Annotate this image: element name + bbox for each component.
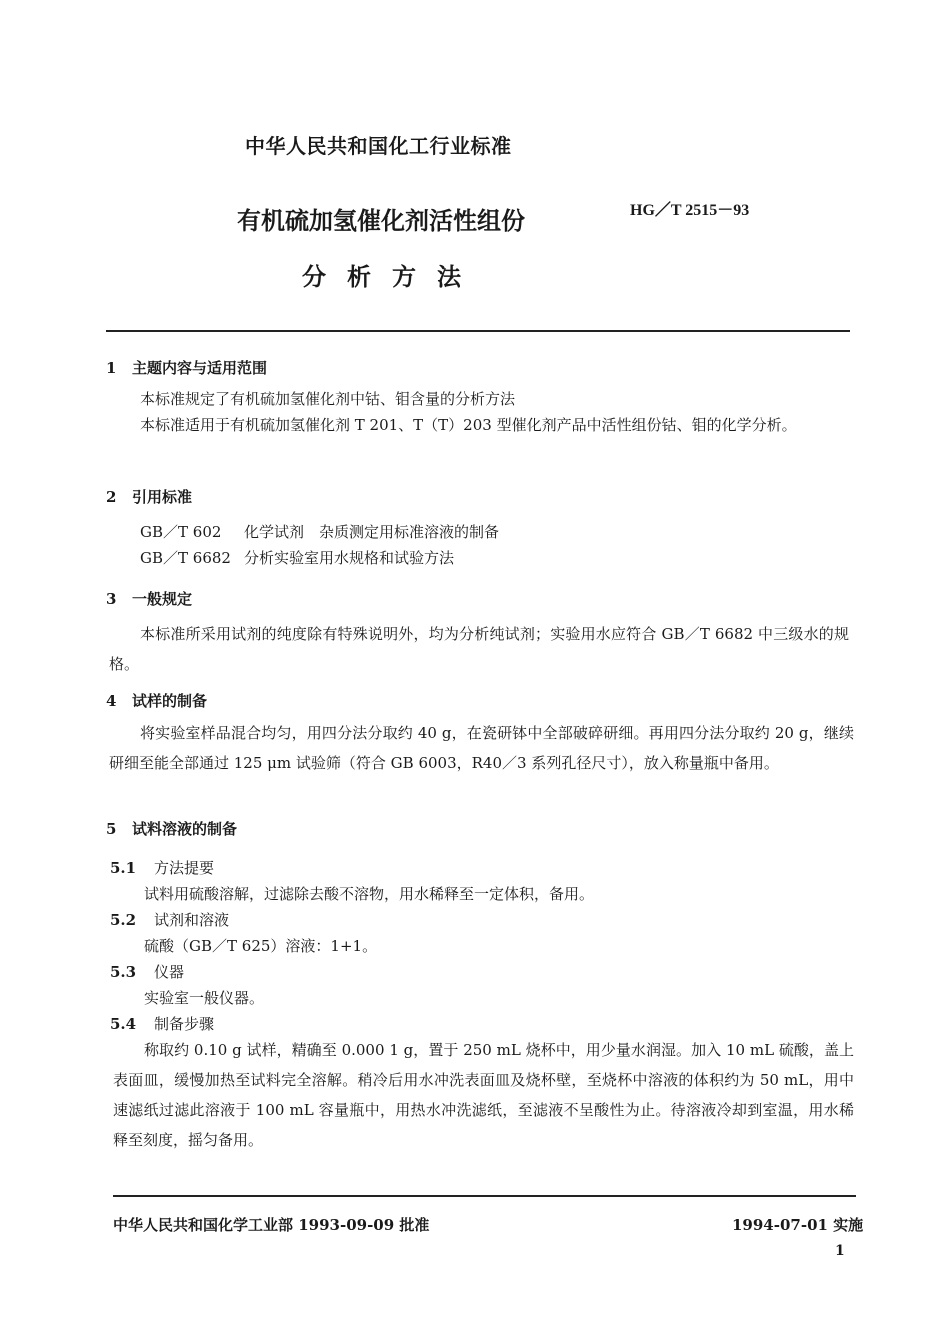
subsection-5-4-heading xyxy=(110,1013,214,1034)
section-1-heading xyxy=(106,357,267,378)
header-divider xyxy=(106,330,850,332)
subsection-title: 试剂和溶液 xyxy=(154,911,230,929)
section-title: 试料溶液的制备 xyxy=(132,820,238,838)
subsection-title: 仪器 xyxy=(154,963,185,981)
subsection-5-2-heading xyxy=(110,909,229,930)
section-2-heading xyxy=(106,486,192,507)
subsection-number: 5.3 xyxy=(110,963,137,981)
section-title: 引用标准 xyxy=(132,488,193,506)
reference-item xyxy=(140,547,454,568)
section-number: 1 xyxy=(106,359,117,377)
page-number: 1 xyxy=(835,1243,845,1259)
section-number: 2 xyxy=(106,488,117,506)
issuing-organization: 中华人民共和国化工行业标准 xyxy=(245,134,512,158)
footer-divider xyxy=(113,1195,856,1197)
subsection-number: 5.2 xyxy=(110,911,137,929)
section-number: 3 xyxy=(106,590,117,608)
reference-item xyxy=(140,521,499,542)
section-3-heading xyxy=(106,588,192,609)
subsection-number: 5.1 xyxy=(110,859,137,877)
subsection-number: 5.4 xyxy=(110,1015,137,1033)
subsection-5-1-text: 试料用硫酸溶解，过滤除去酸不溶物，用水稀释至一定体积，备用。 xyxy=(144,885,595,903)
section-5-heading xyxy=(106,818,237,839)
section-1-paragraph-2: 本标准适用于有机硫加氢催化剂 T 201、T（T）203 型催化剂产品中活性组份钴、钼的化学分析。 xyxy=(140,416,797,434)
approval-statement: 中华人民共和国化学工业部 1993-09-09 批准 xyxy=(113,1216,430,1234)
section-4-paragraph: 将实验室样品混合均匀，用四分法分取约 40 g，在瓷研钵中全部破碎研细。再用四分法分取约 20 g，继续研细至能全部通过 125 μm 试验筛（符合 GB 6003，R40／3 系列孔径尺寸），放入称量瓶中备用。 xyxy=(109,724,854,772)
standard-code: HG／T 2515－93 xyxy=(630,202,750,219)
subsection-5-3-heading xyxy=(110,961,184,982)
subsection-5-4-text: 称取约 0.10 g 试样，精确至 0.000 1 g，置于 250 mL 烧杯中，用少量水润湿。加入 10 mL 硫酸，盖上表面皿，缓慢加热至试料完全溶解。稍冷后用水冲洗表面皿及烧杯壁，至烧杯中溶液的体积约为 50 mL，用中速滤纸过滤此溶液于 100 mL 容量瓶中，用热水冲洗滤纸，至滤液不呈酸性为止。待溶液冷却到室温，用水稀释至刻度，摇匀备用。 xyxy=(113,1041,854,1149)
reference-title: 化学试剂 杂质测定用标准溶液的制备 xyxy=(244,523,500,541)
section-title: 试样的制备 xyxy=(132,692,208,710)
document-title-line1: 有机硫加氢催化剂活性组份 xyxy=(237,206,525,235)
subsection-5-3-text: 实验室一般仪器。 xyxy=(144,989,265,1007)
section-number: 4 xyxy=(106,692,117,710)
subsection-title: 制备步骤 xyxy=(154,1015,215,1033)
subsection-5-1-heading xyxy=(110,857,214,878)
subsection-title: 方法提要 xyxy=(154,859,215,877)
section-4-heading xyxy=(106,690,207,711)
section-number: 5 xyxy=(106,820,117,838)
section-title: 主题内容与适用范围 xyxy=(132,359,268,377)
document-title-line2: 分析方法 xyxy=(302,262,482,291)
section-3-paragraph: 本标准所采用试剂的纯度除有特殊说明外，均为分析纯试剂；实验用水应符合 GB／T 6682 中三级水的规格。 xyxy=(109,625,849,673)
subsection-5-2-text: 硫酸（GB／T 625）溶液：1+1。 xyxy=(144,937,378,955)
section-title: 一般规定 xyxy=(132,590,193,608)
section-1-paragraph-1: 本标准规定了有机硫加氢催化剂中钴、钼含量的分析方法 xyxy=(140,390,516,408)
reference-code: GB／T 602 xyxy=(140,523,222,541)
reference-code: GB／T 6682 xyxy=(140,549,231,567)
reference-title: 分析实验室用水规格和试验方法 xyxy=(244,549,455,567)
effective-date: 1994-07-01 实施 xyxy=(732,1216,864,1234)
